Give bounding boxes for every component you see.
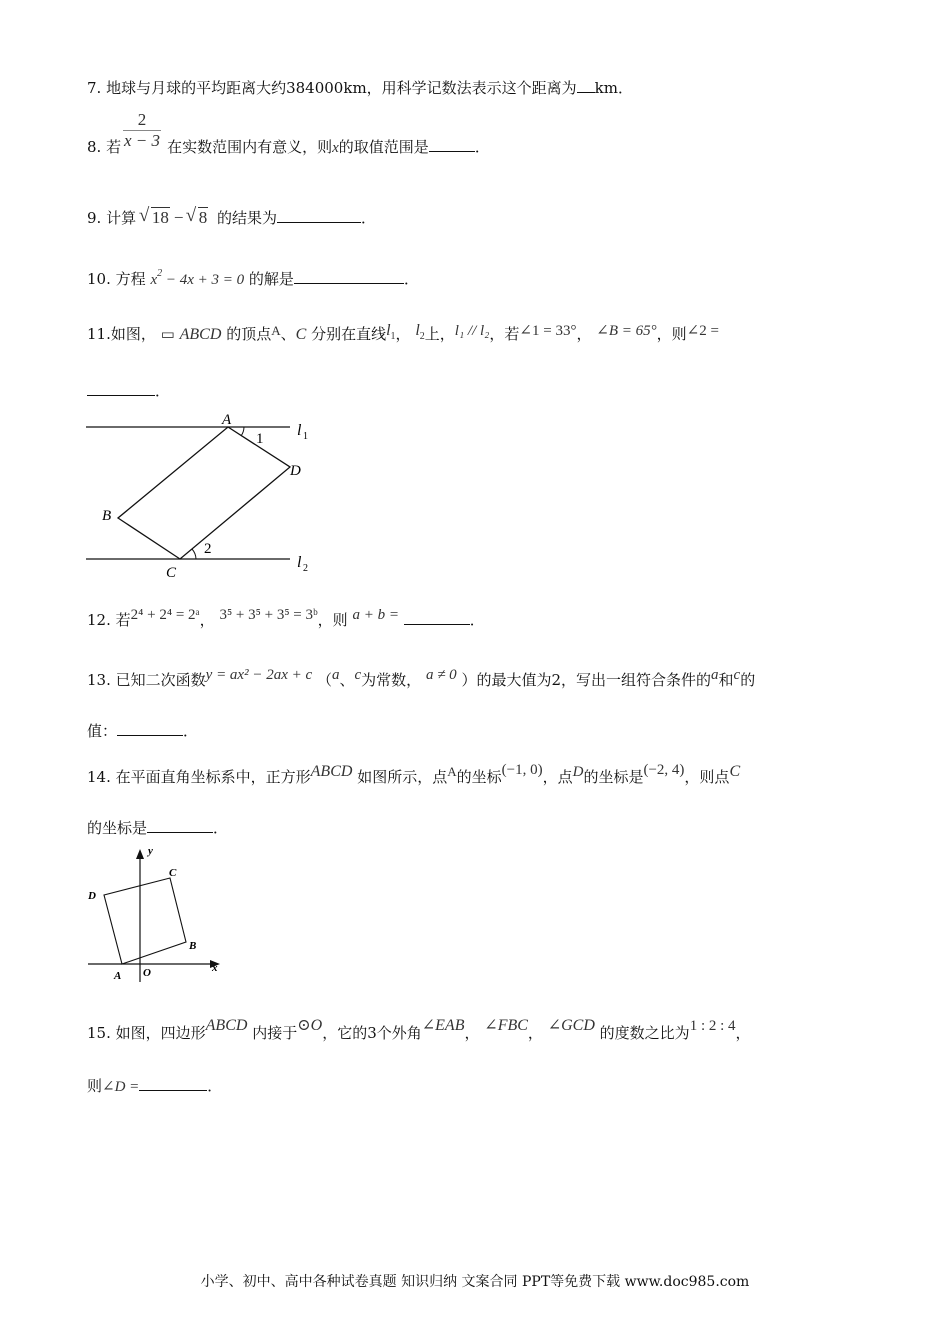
question-number: 7.	[87, 79, 102, 97]
question-text: 如图，	[110, 325, 156, 343]
axis-label-x: x	[212, 962, 218, 974]
question-14: 14. 在平面直角坐标系中，正方形ABCD 如图所示，点A的坐标(−1, 0)，点D的坐标是(−2, 4)，则点C	[87, 762, 741, 786]
unit-text: km．	[594, 79, 633, 97]
math-label: C	[295, 326, 307, 343]
period: ．	[213, 819, 229, 837]
vertex-label-b: B	[102, 508, 112, 524]
question-text: 的解是	[248, 270, 294, 288]
vertex-label-a: A	[114, 970, 122, 982]
y-axis-arrow-icon	[136, 849, 144, 859]
question-number: 11.	[87, 325, 111, 343]
vertex-label-c: C	[166, 565, 177, 581]
question-number: 8.	[87, 138, 102, 156]
math-expression: ∠EAB	[421, 1017, 465, 1034]
math-variable: a	[711, 667, 719, 683]
math-expression: 3⁵ + 3⁵ + 3⁵ = 3ᵇ	[219, 607, 318, 623]
vertex-label-d: D	[88, 890, 96, 902]
answer-blank[interactable]	[87, 381, 155, 396]
math-expression: 2⁴ + 2⁴ = 2ᵃ	[130, 607, 200, 623]
parallelogram-shape	[118, 427, 290, 559]
math-label: D	[572, 764, 584, 780]
question-text: 内接于	[252, 1024, 298, 1042]
figure-parallelogram	[80, 408, 320, 583]
question-8	[87, 137, 490, 158]
question-11-line2	[87, 381, 170, 401]
answer-blank[interactable]	[429, 137, 475, 152]
question-text: 计算	[106, 209, 137, 227]
angle-label-2: 2	[204, 541, 212, 557]
page-footer: 小学、初中、高中各种试卷真题 知识归纳 文案合同 PPT等免费下载 www.doc985.com	[200, 1274, 750, 1290]
math-label: l	[386, 322, 391, 339]
radicand: 18	[151, 208, 169, 227]
line-subscript-1: 1	[303, 431, 308, 442]
vertex-label-d: D	[290, 463, 301, 479]
period: ．	[403, 270, 419, 288]
answer-blank[interactable]	[117, 721, 183, 736]
question-14-line2	[87, 818, 228, 838]
question-text: 分别在直线	[311, 325, 387, 343]
question-text: 在实数范围内有意义，则	[167, 138, 333, 156]
figure-coordinate-square	[84, 840, 229, 985]
question-text: 如图所示，点	[357, 768, 448, 786]
math-expression: ∠B = 65°	[596, 323, 657, 339]
question-15-line2	[87, 1076, 222, 1097]
math-expression: y = ax² − 2ax + c	[205, 667, 313, 683]
question-15: 15. 如图，四边形ABCD 内接于⊙O，它的3个外角∠EAB， ∠FBC， ∠GCD 的度数之比为1 : 2 : 4，	[87, 1017, 751, 1042]
question-text: 上，	[424, 325, 455, 343]
question-number: 13.	[87, 671, 111, 689]
answer-blank[interactable]	[139, 1076, 207, 1091]
question-7	[87, 78, 633, 98]
math-expression: a ≠ 0	[425, 667, 457, 683]
answer-blank[interactable]	[277, 208, 361, 223]
question-text: 的取值范围是	[338, 138, 429, 156]
math-expression: ∠2 =	[686, 323, 719, 339]
question-text: 则	[87, 1077, 103, 1095]
math-expression: ∠D =	[102, 1079, 140, 1095]
math-label: ABCD	[310, 763, 353, 780]
answer-blank[interactable]	[577, 78, 595, 93]
question-text: 在平面直角坐标系中，正方形	[115, 768, 311, 786]
question-number: 15.	[87, 1024, 111, 1042]
question-text: 值：	[87, 722, 118, 740]
math-expression: a + b =	[352, 607, 399, 623]
line-label-l1: l	[297, 422, 302, 439]
question-11: 11.如图， ▭ ABCD 的顶点A、C 分别在直线l1， l2上，l₁ // l₂，若∠1 = 33°， ∠B = 65°，则∠2 =	[87, 322, 719, 343]
answer-blank[interactable]	[147, 818, 213, 833]
math-equation: $x^2 - 4x + 3 = 0$	[150, 268, 245, 288]
question-text: 方程	[115, 270, 146, 288]
math-expression: ∠GCD	[547, 1017, 595, 1034]
period: ．	[155, 382, 171, 400]
answer-blank[interactable]	[404, 610, 470, 625]
math-expression: ∠1 = 33°	[519, 323, 577, 339]
period: ．	[474, 138, 490, 156]
math-expression	[141, 208, 212, 227]
math-variable: c	[354, 667, 362, 683]
math-variable: c	[733, 667, 741, 683]
question-10	[87, 269, 419, 292]
circle-label: ⊙O	[297, 1017, 323, 1034]
vertex-label-c: C	[169, 867, 177, 879]
math-expression: l₁ // l₂	[454, 323, 490, 339]
question-text: ）的最大值为2，写出一组符合条件的	[461, 671, 711, 689]
question-number: 9.	[87, 209, 102, 227]
line-label-l2: l	[297, 554, 302, 571]
math-label: l	[415, 322, 420, 339]
question-number: 12.	[87, 611, 111, 629]
question-13-line2	[87, 721, 198, 741]
math-label: A	[271, 323, 281, 338]
vertex-label-b: B	[189, 940, 197, 952]
question-text: 如图，四边形	[115, 1024, 206, 1042]
math-label: C	[729, 763, 741, 780]
question-12: 12. 若2⁴ + 2⁴ = 2ᵃ， 3⁵ + 3⁵ + 3⁵ = 3ᵇ，则 a + b = ．	[87, 607, 485, 629]
origin-label: O	[143, 967, 151, 979]
math-label: ABCD	[179, 326, 222, 343]
parallelogram-icon: ▭	[160, 327, 175, 343]
period: ．	[183, 722, 199, 740]
question-9	[87, 208, 376, 228]
math-label: A	[447, 764, 457, 779]
math-variable: a	[331, 667, 340, 683]
square-shape	[104, 878, 186, 964]
line-subscript-2: 2	[303, 563, 308, 574]
question-text: 地球与月球的平均距离大约384000km，用科学记数法表示这个距离为	[106, 79, 577, 97]
math-expression: ∠FBC	[484, 1017, 528, 1034]
minus-sign: −	[173, 208, 184, 227]
vertex-label-a: A	[222, 412, 232, 428]
question-text: 的度数之比为	[599, 1024, 690, 1042]
question-number: 10.	[87, 270, 111, 288]
radicand: 8	[198, 208, 208, 227]
question-text: 若	[115, 611, 131, 629]
answer-blank[interactable]	[294, 269, 404, 284]
question-text: 的坐标是	[87, 819, 148, 837]
ratio-expression: 1 : 2 : 4	[689, 1018, 736, 1034]
math-variable: x	[332, 140, 339, 156]
fraction-denominator: x − 3	[123, 131, 161, 150]
question-13: 13. 已知二次函数y = ax² − 2ax + c （a、c为常数， a ≠ 0 ）的最大值为2，写出一组符合条件的a和c的	[87, 667, 756, 689]
angle-1-arc	[241, 427, 244, 436]
axis-label-y: y	[148, 845, 153, 857]
period: ．	[207, 1077, 223, 1095]
question-text: 已知二次函数	[115, 671, 206, 689]
question-text: 的顶点	[226, 325, 272, 343]
fraction-numerator: 2	[137, 110, 147, 129]
question-text: 的结果为	[217, 209, 278, 227]
question-text: 若	[106, 138, 122, 156]
coordinate-a: (−1, 0)	[501, 762, 543, 778]
angle-label-1: 1	[256, 431, 264, 447]
math-label: ABCD	[205, 1017, 248, 1034]
question-number: 14.	[87, 768, 111, 786]
period: ．	[469, 611, 485, 629]
period: ．	[361, 209, 377, 227]
angle-2-arc	[192, 549, 196, 559]
coordinate-d: (−2, 4)	[643, 762, 685, 778]
